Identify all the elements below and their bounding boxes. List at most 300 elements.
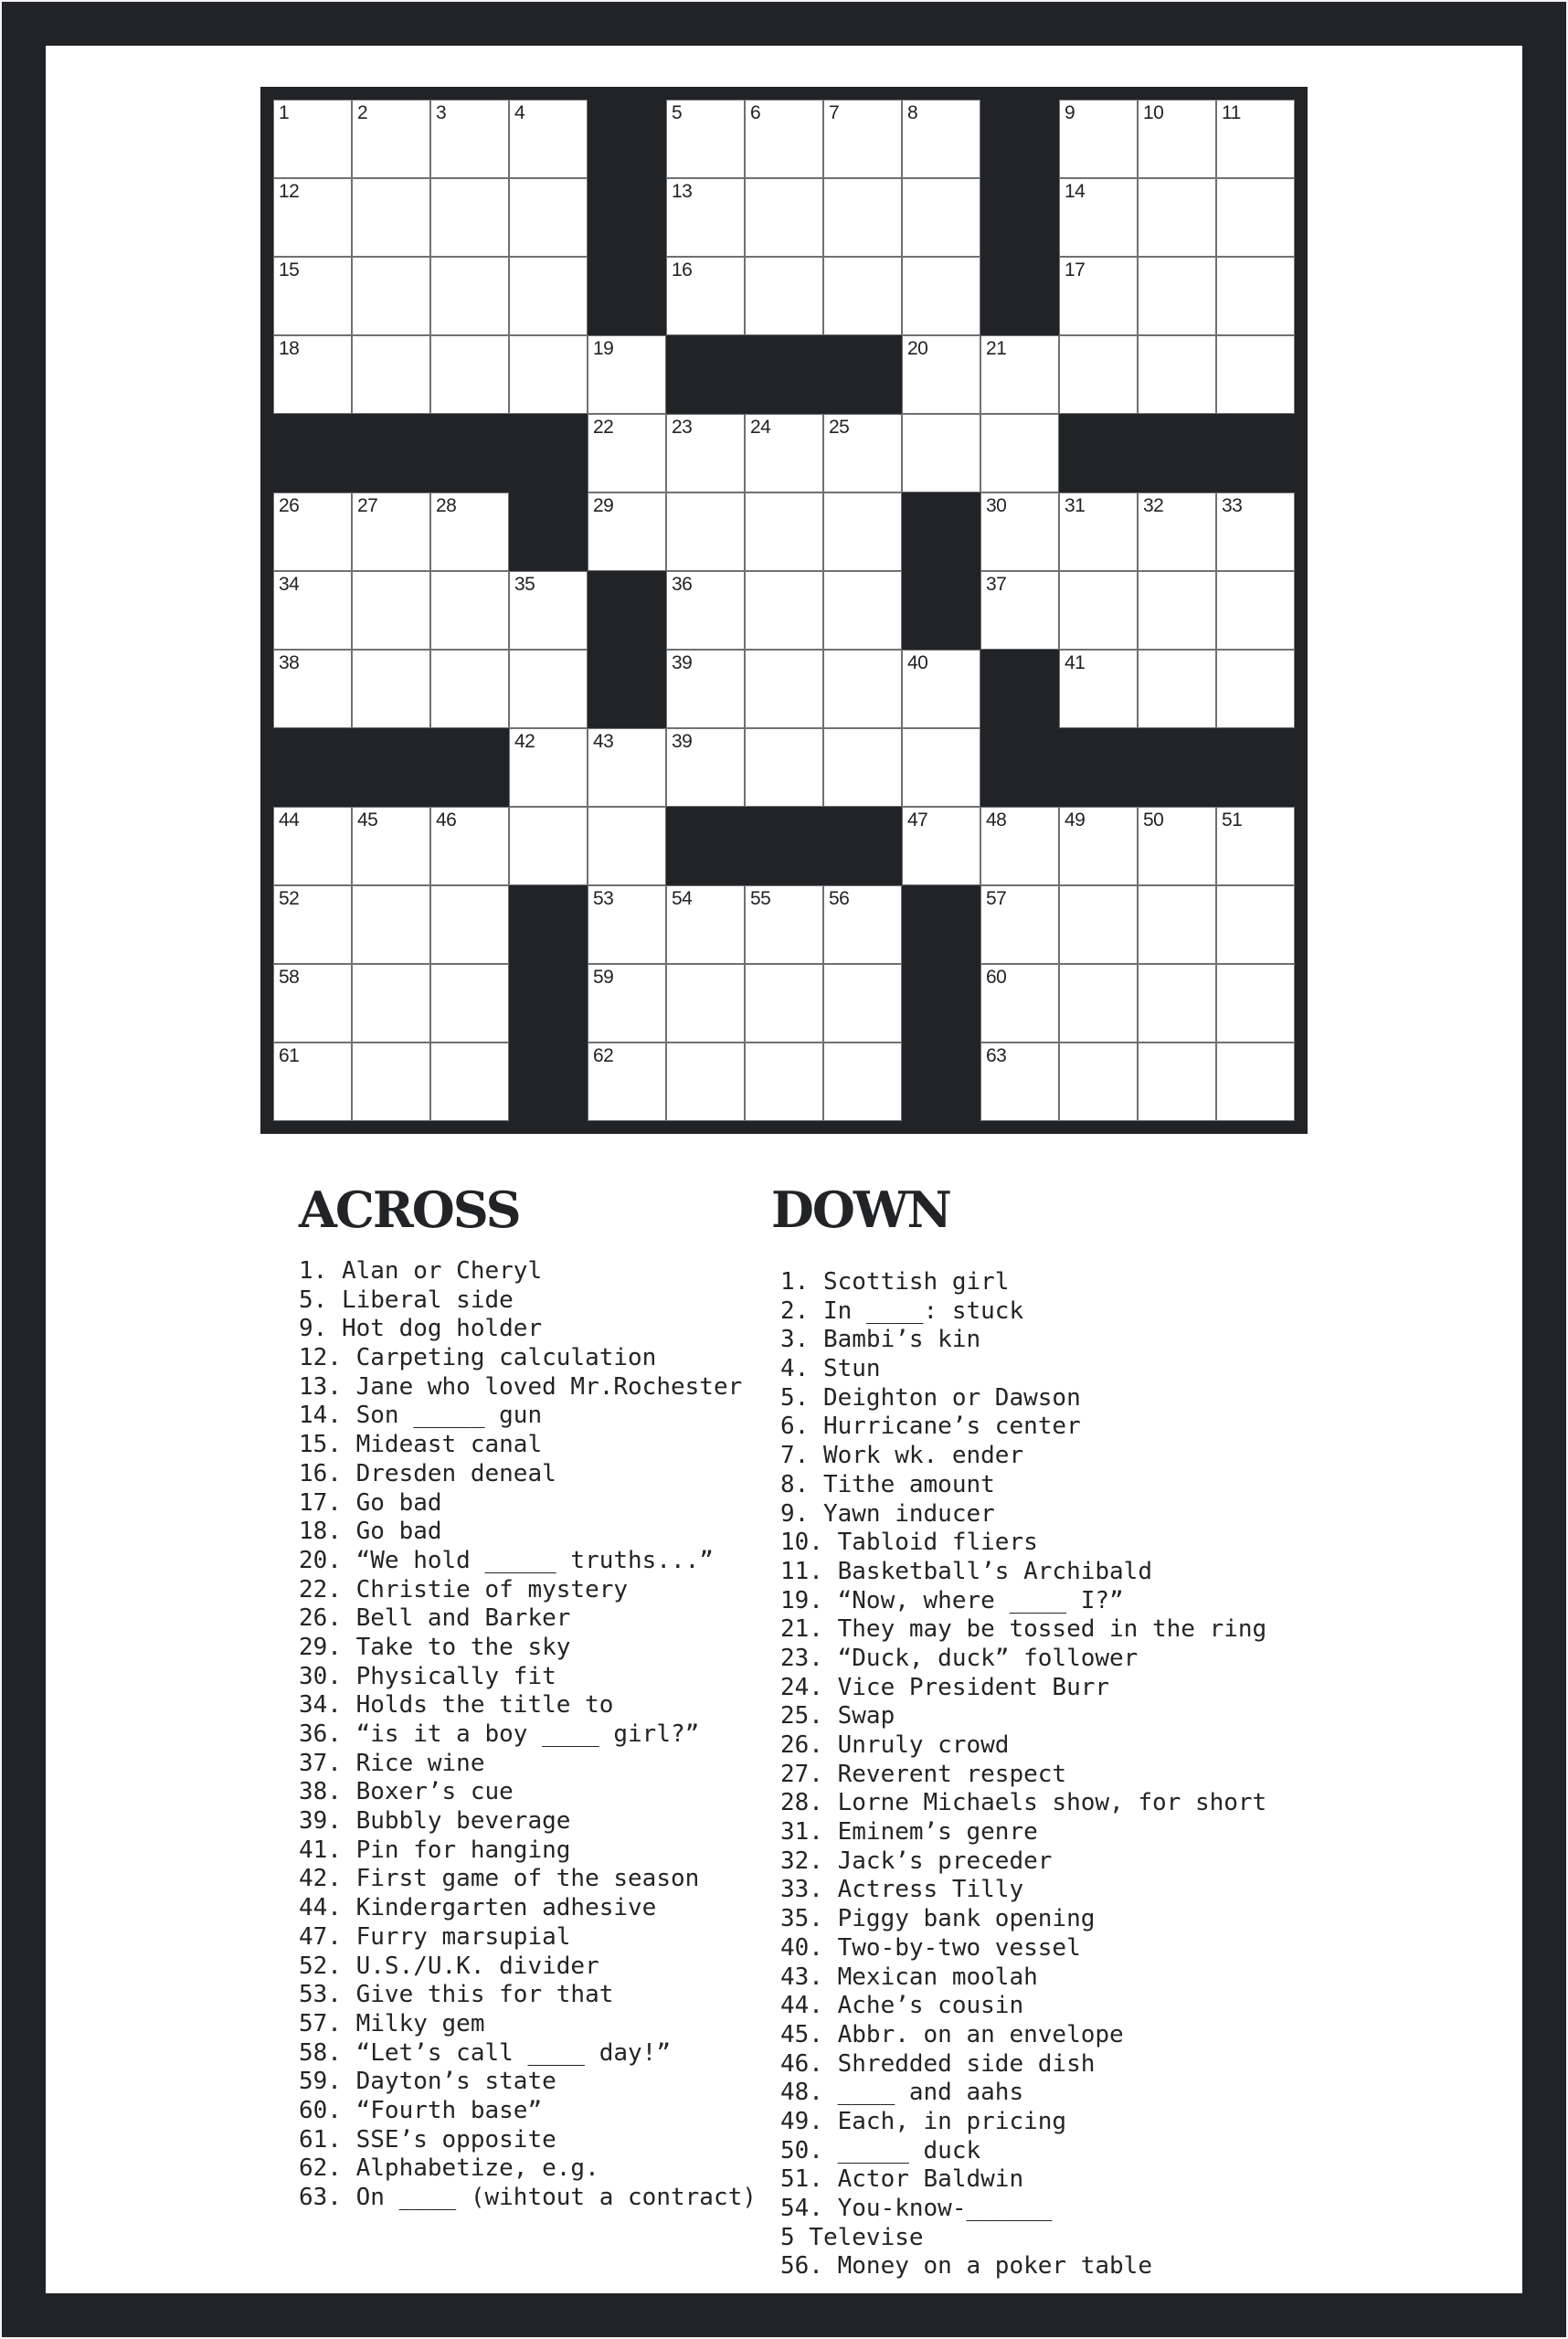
- grid-cell[interactable]: [666, 650, 745, 728]
- black-cell: [588, 650, 666, 728]
- across-clue: 39. Bubbly beverage: [299, 1807, 571, 1836]
- grid-cell[interactable]: [745, 257, 823, 335]
- down-clue: 46. Shredded side dish: [780, 2049, 1096, 2078]
- grid-cell[interactable]: [509, 257, 588, 335]
- grid-cell[interactable]: [1216, 257, 1295, 335]
- down-clue-list: [780, 1268, 1266, 2281]
- down-clue: 23. “Duck, duck” follower: [780, 1644, 1139, 1672]
- cell-number: 26: [279, 495, 300, 516]
- across-clue: 22. Christie of mystery: [299, 1575, 629, 1603]
- across-clue: 34. Holds the title to: [299, 1691, 614, 1720]
- down-heading: DOWN: [771, 1180, 950, 1239]
- grid-cell[interactable]: [588, 807, 666, 885]
- black-cell: [666, 335, 745, 414]
- down-clue: 2. In ____: stuck: [780, 1297, 1024, 1325]
- crossword-grid: [260, 87, 1308, 1134]
- across-clue: 29. Take to the sky: [299, 1633, 571, 1661]
- cell-number: 42: [514, 731, 535, 752]
- down-clue: 44. Ache’s cousin: [780, 1992, 1024, 2020]
- grid-cell[interactable]: [1059, 964, 1138, 1042]
- grid-cell[interactable]: [1216, 964, 1295, 1042]
- grid-cell[interactable]: [509, 728, 588, 807]
- down-clue: 43. Mexican moolah: [780, 1963, 1038, 1991]
- grid-cell[interactable]: [509, 650, 588, 728]
- grid-cell[interactable]: [430, 650, 509, 728]
- black-cell: [902, 885, 980, 964]
- grid-cell[interactable]: [352, 100, 430, 178]
- grid-cell[interactable]: [352, 964, 430, 1042]
- grid-cell[interactable]: [745, 650, 823, 728]
- grid-cell[interactable]: [352, 492, 430, 571]
- black-cell: [273, 414, 352, 492]
- grid-cell[interactable]: [823, 492, 902, 571]
- down-clue: 54. You-know-______: [780, 2195, 1053, 2222]
- grid-cell[interactable]: [1059, 885, 1138, 964]
- grid-cell[interactable]: [352, 335, 430, 414]
- grid-cell[interactable]: [1216, 100, 1295, 178]
- grid-cell[interactable]: [588, 335, 666, 414]
- grid-cell[interactable]: [430, 571, 509, 650]
- grid-cell[interactable]: [902, 414, 980, 492]
- grid-cell[interactable]: [1059, 1042, 1138, 1121]
- grid-cell[interactable]: [509, 571, 588, 650]
- black-cell: [745, 807, 823, 885]
- grid-cell[interactable]: [1138, 492, 1216, 571]
- grid-cell[interactable]: [1138, 964, 1216, 1042]
- grid-cell[interactable]: [273, 335, 352, 414]
- grid-cell[interactable]: [1216, 335, 1295, 414]
- down-clue: 1. Scottish girl: [780, 1268, 1010, 1296]
- grid-cell[interactable]: [1138, 335, 1216, 414]
- black-cell: [588, 178, 666, 257]
- black-cell: [666, 807, 745, 885]
- cell-number: 4: [514, 102, 525, 123]
- grid-cell[interactable]: [745, 100, 823, 178]
- grid-cell[interactable]: [666, 728, 745, 807]
- across-clue: 26. Bell and Barker: [299, 1604, 571, 1633]
- cell-number: 7: [829, 102, 840, 123]
- grid-cell[interactable]: [1059, 650, 1138, 728]
- grid-cell[interactable]: [273, 571, 352, 650]
- grid-cell[interactable]: [666, 257, 745, 335]
- cell-number: 13: [672, 181, 693, 202]
- grid-cell[interactable]: [273, 100, 352, 178]
- grid-cell[interactable]: [902, 100, 980, 178]
- cell-number: 41: [1065, 652, 1086, 673]
- across-clue: 12. Carpeting calculation: [299, 1344, 657, 1372]
- down-clue: 10. Tabloid fliers: [780, 1529, 1038, 1557]
- grid-cell[interactable]: [745, 728, 823, 807]
- grid-cell[interactable]: [823, 414, 902, 492]
- grid-cell[interactable]: [980, 807, 1059, 885]
- across-clue: 63. On ____ (wihtout a contract): [299, 2184, 757, 2211]
- black-cell: [509, 1042, 588, 1121]
- across-clue: 15. Mideast canal: [299, 1431, 543, 1459]
- grid-cell[interactable]: [352, 257, 430, 335]
- cell-number: 16: [672, 259, 693, 280]
- across-clue: 18. Go bad: [299, 1518, 442, 1546]
- down-clue: 28. Lorne Michaels show, for short: [780, 1789, 1267, 1817]
- cell-number: 21: [986, 338, 1007, 359]
- grid-cell[interactable]: [823, 100, 902, 178]
- grid-cell[interactable]: [1216, 571, 1295, 650]
- grid-cell[interactable]: [666, 492, 745, 571]
- cell-number: 53: [593, 888, 614, 909]
- cell-number: 12: [279, 181, 300, 202]
- grid-cell[interactable]: [273, 178, 352, 257]
- grid-cell[interactable]: [430, 335, 509, 414]
- cell-number: 60: [986, 967, 1007, 988]
- cell-number: 39: [672, 652, 693, 673]
- grid-cell[interactable]: [509, 100, 588, 178]
- grid-cell[interactable]: [1216, 807, 1295, 885]
- down-clue: 3. Bambi’s kin: [780, 1326, 981, 1354]
- down-clue: 49. Each, in pricing: [780, 2107, 1067, 2135]
- across-clue: 9. Hot dog holder: [299, 1315, 543, 1343]
- grid-cell[interactable]: [352, 885, 430, 964]
- grid-cell[interactable]: [430, 492, 509, 571]
- grid-cell[interactable]: [430, 1042, 509, 1121]
- down-clue: 27. Reverent respect: [780, 1760, 1067, 1788]
- grid-cell[interactable]: [666, 571, 745, 650]
- cell-number: 29: [593, 495, 614, 516]
- grid-cell[interactable]: [745, 885, 823, 964]
- grid-cell[interactable]: [823, 1042, 902, 1121]
- grid-cell[interactable]: [1059, 100, 1138, 178]
- across-clue: 5. Liberal side: [299, 1286, 514, 1314]
- cell-number: 58: [279, 967, 300, 988]
- grid-cell[interactable]: [745, 178, 823, 257]
- grid-cell[interactable]: [352, 1042, 430, 1121]
- across-clue: 58. “Let’s call ____ day!”: [299, 2038, 671, 2067]
- black-cell: [588, 257, 666, 335]
- grid-cell[interactable]: [666, 964, 745, 1042]
- grid-cell[interactable]: [1138, 807, 1216, 885]
- across-clue: 41. Pin for hanging: [299, 1836, 571, 1864]
- cell-number: 8: [907, 102, 918, 123]
- cell-number: 36: [672, 574, 693, 595]
- black-cell: [980, 650, 1059, 728]
- cell-number: 2: [357, 102, 368, 123]
- cell-number: 46: [436, 810, 457, 831]
- cell-number: 32: [1143, 495, 1164, 516]
- cell-number: 55: [750, 888, 771, 909]
- cell-number: 48: [986, 810, 1007, 831]
- black-cell: [745, 335, 823, 414]
- across-clue: 57. Milky gem: [299, 2009, 485, 2037]
- black-cell: [588, 571, 666, 650]
- black-cell: [902, 571, 980, 650]
- cell-number: 22: [593, 417, 614, 438]
- cell-number: 52: [279, 888, 300, 909]
- grid-cell[interactable]: [823, 571, 902, 650]
- cell-number: 3: [436, 102, 447, 123]
- black-cell: [980, 178, 1059, 257]
- across-clue: 61. SSE’s opposite: [299, 2125, 556, 2154]
- black-cell: [1216, 414, 1295, 492]
- grid-cell[interactable]: [509, 335, 588, 414]
- cell-number: 37: [986, 574, 1007, 595]
- grid-cell[interactable]: [745, 571, 823, 650]
- cell-number: 38: [279, 652, 300, 673]
- grid-cell[interactable]: [980, 885, 1059, 964]
- grid-cell[interactable]: [823, 964, 902, 1042]
- grid-cell[interactable]: [430, 807, 509, 885]
- black-cell: [1059, 728, 1138, 807]
- grid-cell[interactable]: [352, 571, 430, 650]
- down-clue: 11. Basketball’s Archibald: [780, 1557, 1152, 1585]
- across-clue: 42. First game of the season: [299, 1865, 700, 1893]
- cell-number: 27: [357, 495, 378, 516]
- grid-cell[interactable]: [980, 492, 1059, 571]
- across-clue: 52. U.S./U.K. divider: [299, 1952, 599, 1980]
- grid-cell[interactable]: [745, 1042, 823, 1121]
- cell-number: 6: [750, 102, 761, 123]
- grid-cell[interactable]: [273, 257, 352, 335]
- grid-cell[interactable]: [273, 885, 352, 964]
- cell-number: 33: [1222, 495, 1243, 516]
- grid-cell[interactable]: [745, 964, 823, 1042]
- down-clue: 9. Yawn inducer: [780, 1499, 995, 1528]
- grid-cell[interactable]: [902, 728, 980, 807]
- black-cell: [902, 492, 980, 571]
- black-cell: [1059, 414, 1138, 492]
- grid-cell[interactable]: [588, 492, 666, 571]
- cell-number: 28: [436, 495, 457, 516]
- across-clue: 16. Dresden deneal: [299, 1459, 556, 1487]
- black-cell: [430, 414, 509, 492]
- black-cell: [1138, 728, 1216, 807]
- cell-number: 31: [1065, 495, 1086, 516]
- grid-cell[interactable]: [430, 100, 509, 178]
- grid-cell[interactable]: [1138, 650, 1216, 728]
- cell-number: 17: [1065, 259, 1086, 280]
- cell-number: 44: [279, 810, 300, 831]
- cell-number: 51: [1222, 810, 1243, 831]
- grid-cell[interactable]: [1216, 650, 1295, 728]
- down-clue: 8. Tithe amount: [780, 1470, 995, 1498]
- black-cell: [352, 728, 430, 807]
- down-clue: 51. Actor Baldwin: [780, 2165, 1024, 2194]
- grid-cell[interactable]: [588, 1042, 666, 1121]
- grid-cell[interactable]: [823, 885, 902, 964]
- down-clue: 6. Hurricane’s center: [780, 1413, 1081, 1441]
- cell-number: 49: [1065, 810, 1086, 831]
- black-cell: [980, 257, 1059, 335]
- grid-cell[interactable]: [588, 885, 666, 964]
- across-clue-list: [299, 1257, 757, 2213]
- grid-cell[interactable]: [1059, 571, 1138, 650]
- grid-cell[interactable]: [1059, 335, 1138, 414]
- down-clue: 25. Swap: [780, 1702, 895, 1730]
- cell-number: 5: [672, 102, 683, 123]
- across-clue: 1. Alan or Cheryl: [299, 1257, 543, 1285]
- black-cell: [1216, 728, 1295, 807]
- cell-number: 62: [593, 1045, 614, 1066]
- black-cell: [902, 1042, 980, 1121]
- down-clue: 21. They may be tossed in the ring: [780, 1615, 1267, 1644]
- grid-cell[interactable]: [902, 178, 980, 257]
- grid-cell[interactable]: [980, 571, 1059, 650]
- grid-cell[interactable]: [666, 885, 745, 964]
- grid-cell[interactable]: [745, 492, 823, 571]
- grid-cell[interactable]: [509, 178, 588, 257]
- grid-cell[interactable]: [666, 1042, 745, 1121]
- down-clue: 35. Piggy bank opening: [780, 1905, 1096, 1933]
- across-clue: 53. Give this for that: [299, 1981, 614, 2009]
- grid-cell[interactable]: [823, 650, 902, 728]
- down-clue: 32. Jack’s preceder: [780, 1847, 1053, 1875]
- across-clue: 30. Physically fit: [299, 1662, 556, 1690]
- down-clue: 24. Vice President Burr: [780, 1673, 1110, 1701]
- cell-number: 9: [1065, 102, 1075, 123]
- grid-cell[interactable]: [980, 1042, 1059, 1121]
- grid-cell[interactable]: [980, 335, 1059, 414]
- down-clue: 5. Deighton or Dawson: [780, 1383, 1081, 1412]
- grid-cell[interactable]: [1216, 885, 1295, 964]
- grid-cell[interactable]: [352, 650, 430, 728]
- across-clue: 37. Rice wine: [299, 1749, 485, 1777]
- cell-number: 23: [672, 417, 693, 438]
- grid-cell[interactable]: [430, 257, 509, 335]
- cell-number: 30: [986, 495, 1007, 516]
- black-cell: [430, 728, 509, 807]
- grid-cell[interactable]: [823, 728, 902, 807]
- down-clue: 40. Two-by-two vessel: [780, 1933, 1081, 1962]
- grid-cell[interactable]: [273, 964, 352, 1042]
- down-clue: 26. Unruly crowd: [780, 1731, 1010, 1759]
- grid-cell[interactable]: [902, 650, 980, 728]
- grid-cell[interactable]: [980, 414, 1059, 492]
- across-clue: 13. Jane who loved Mr.Rochester: [299, 1372, 743, 1401]
- grid-cell[interactable]: [745, 414, 823, 492]
- across-heading: ACROSS: [299, 1180, 520, 1239]
- across-clue: 47. Furry marsupial: [299, 1922, 571, 1951]
- grid-cell[interactable]: [273, 1042, 352, 1121]
- across-clue: 38. Boxer’s cue: [299, 1778, 514, 1806]
- cell-number: 19: [593, 338, 614, 359]
- across-clue: 14. Son _____ gun: [299, 1402, 543, 1430]
- grid-cell[interactable]: [980, 964, 1059, 1042]
- grid-cell[interactable]: [1138, 885, 1216, 964]
- across-clue: 36. “is it a boy ____ girl?”: [299, 1720, 700, 1748]
- cell-number: 59: [593, 967, 614, 988]
- down-clue: 19. “Now, where ____ I?”: [780, 1586, 1124, 1614]
- cell-number: 34: [279, 574, 300, 595]
- grid-cell[interactable]: [1216, 492, 1295, 571]
- cell-number: 45: [357, 810, 378, 831]
- grid-cell[interactable]: [1059, 807, 1138, 885]
- grid-cell[interactable]: [1138, 178, 1216, 257]
- grid-cell[interactable]: [430, 885, 509, 964]
- grid-cell[interactable]: [823, 178, 902, 257]
- grid-cell[interactable]: [1138, 571, 1216, 650]
- down-clue: 31. Eminem’s genre: [780, 1818, 1038, 1847]
- grid-cell[interactable]: [1059, 492, 1138, 571]
- down-clue: 56. Money on a poker table: [780, 2252, 1152, 2281]
- grid-cell[interactable]: [588, 414, 666, 492]
- black-cell: [352, 414, 430, 492]
- across-clue: 59. Dayton’s state: [299, 2068, 556, 2096]
- down-clue: 48. ____ and aahs: [780, 2079, 1024, 2107]
- grid-cell[interactable]: [273, 492, 352, 571]
- grid-cell[interactable]: [588, 728, 666, 807]
- cell-number: 50: [1143, 810, 1164, 831]
- black-cell: [588, 100, 666, 178]
- cell-number: 20: [907, 338, 928, 359]
- cell-number: 39: [672, 731, 693, 752]
- black-cell: [273, 728, 352, 807]
- grid-cell[interactable]: [352, 178, 430, 257]
- cell-number: 11: [1222, 102, 1241, 123]
- grid-cell[interactable]: [666, 414, 745, 492]
- grid-cell[interactable]: [430, 964, 509, 1042]
- across-clue: 60. “Fourth base”: [299, 2096, 543, 2124]
- cell-number: 14: [1065, 181, 1086, 202]
- down-clue: 7. Work wk. ender: [780, 1442, 1024, 1470]
- cell-number: 18: [279, 338, 300, 359]
- cell-number: 47: [907, 810, 928, 831]
- cell-number: 15: [279, 259, 300, 280]
- across-clue: 17. Go bad: [299, 1488, 442, 1517]
- cell-number: 54: [672, 888, 693, 909]
- cell-number: 56: [829, 888, 850, 909]
- down-clue: 33. Actress Tilly: [780, 1876, 1024, 1904]
- grid-cell[interactable]: [666, 100, 745, 178]
- grid-cell[interactable]: [1138, 100, 1216, 178]
- grid-cell[interactable]: [1059, 257, 1138, 335]
- across-clue: 44. Kindergarten adhesive: [299, 1894, 657, 1922]
- cell-number: 43: [593, 731, 614, 752]
- black-cell: [902, 964, 980, 1042]
- black-cell: [509, 492, 588, 571]
- cell-number: 35: [514, 574, 535, 595]
- grid-cell[interactable]: [823, 257, 902, 335]
- across-clue: 62. Alphabetize, e.g.: [299, 2154, 599, 2183]
- grid-cell[interactable]: [1059, 178, 1138, 257]
- grid-cell[interactable]: [1216, 1042, 1295, 1121]
- cell-number: 25: [829, 417, 850, 438]
- grid-cell[interactable]: [666, 178, 745, 257]
- down-clue: 4. Stun: [780, 1355, 881, 1383]
- down-clue: 50. _____ duck: [780, 2136, 981, 2164]
- cell-number: 40: [907, 652, 928, 673]
- grid-cell[interactable]: [1138, 257, 1216, 335]
- grid-cell[interactable]: [273, 807, 352, 885]
- black-cell: [823, 807, 902, 885]
- grid-cell[interactable]: [902, 257, 980, 335]
- grid-cell[interactable]: [1216, 178, 1295, 257]
- grid-cell[interactable]: [352, 807, 430, 885]
- cell-number: 10: [1143, 102, 1164, 123]
- grid-cell[interactable]: [902, 335, 980, 414]
- grid-cell[interactable]: [902, 807, 980, 885]
- grid-cell[interactable]: [588, 964, 666, 1042]
- grid-cell[interactable]: [430, 178, 509, 257]
- across-clue: 20. “We hold _____ truths...”: [299, 1546, 714, 1574]
- grid-cell[interactable]: [1138, 1042, 1216, 1121]
- down-clue: 45. Abbr. on an envelope: [780, 2020, 1124, 2048]
- black-cell: [980, 728, 1059, 807]
- cell-number: 63: [986, 1045, 1007, 1066]
- cell-number: 61: [279, 1045, 300, 1066]
- grid-cell[interactable]: [273, 650, 352, 728]
- black-cell: [509, 414, 588, 492]
- black-cell: [823, 335, 902, 414]
- grid-cell[interactable]: [509, 807, 588, 885]
- black-cell: [509, 964, 588, 1042]
- black-cell: [1138, 414, 1216, 492]
